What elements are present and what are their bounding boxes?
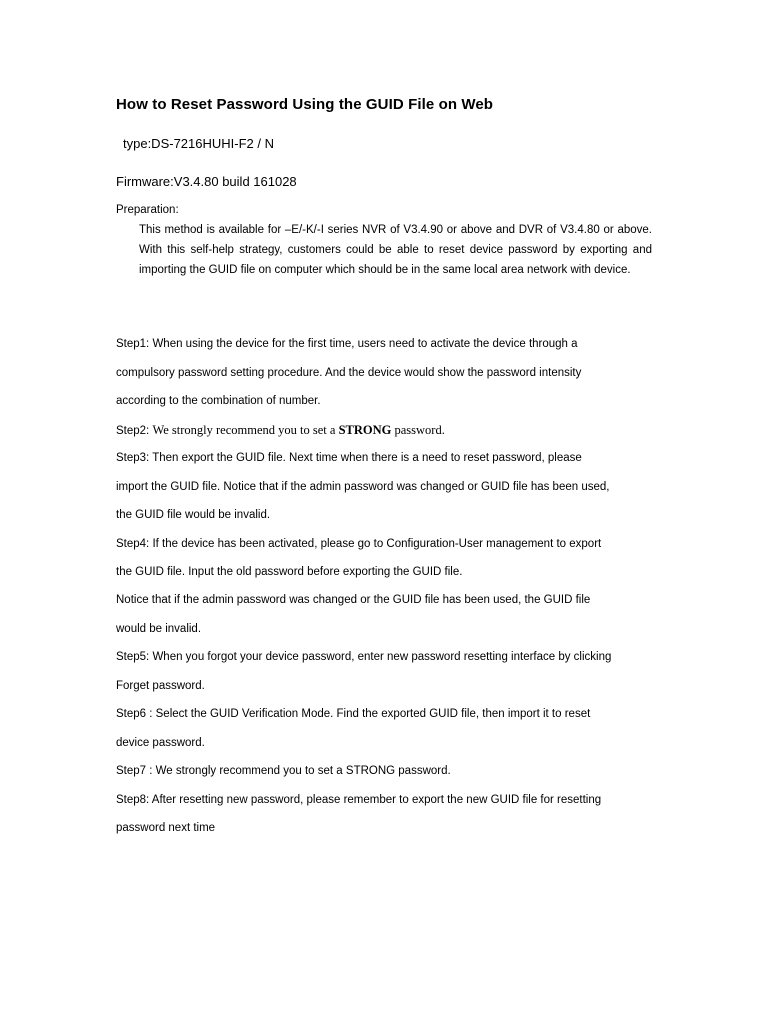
step-line: Step4: If the device has been activated, please go to Configuration-User management to export (116, 538, 602, 550)
step-line: Step8: After resetting new password, please remember to export the new GUID file for resetting (116, 794, 602, 806)
step-line: according to the combination of number. (116, 395, 321, 407)
step-line: import the GUID file. Notice that if the admin password was changed or GUID file has been used, (116, 481, 610, 493)
step-line: password next time (116, 822, 216, 834)
preparation-heading: Preparation: (116, 204, 179, 216)
device-type-line: type:DS-7216HUHI-F2 / N (123, 136, 274, 151)
step-line: Step3: Then export the GUID file. Next time when there is a need to reset password, please (116, 452, 582, 464)
firmware-line: Firmware:V3.4.80 build 161028 (116, 174, 297, 189)
step-line: device password. (116, 737, 205, 749)
step-line: Step6 : Select the GUID Verification Mode. Find the exported GUID file, then import it to reset (116, 708, 591, 720)
step2-label: Step2: (116, 425, 153, 437)
step-line: the GUID file. Input the old password before exporting the GUID file. (116, 566, 463, 578)
step-line: Step1: When using the device for the first time, users need to activate the device through a (116, 338, 578, 350)
step-line: Step7 : We strongly recommend you to set a STRONG password. (116, 765, 451, 777)
step-line: Step5: When you forgot your device password, enter new password resetting interface by clicking (116, 651, 612, 663)
document-title: How to Reset Password Using the GUID File on Web (116, 96, 494, 113)
step2-strong-word: STRONG (338, 423, 392, 437)
preparation-body: This method is available for –E/-K/-I series NVR of V3.4.90 or above and DVR of V3.4.80 or above. With this self-help strategy, customers could be able to reset device password by exporting and importing the GUID file on computer which should be in the same local area network with device. (139, 224, 652, 276)
step-line: Notice that if the admin password was changed or the GUID file has been used, the GUID file (116, 594, 591, 606)
step-line: compulsory password setting procedure. And the device would show the password intensity (116, 367, 582, 379)
step2-text-before: We strongly recommend you to set a (152, 423, 339, 437)
step-line: Forget password. (116, 680, 205, 692)
step2-line (116, 423, 656, 438)
step2-text-after: password. (391, 423, 445, 437)
step-line: would be invalid. (116, 623, 202, 635)
step-line: the GUID file would be invalid. (116, 509, 271, 521)
step2-text (152, 423, 444, 437)
